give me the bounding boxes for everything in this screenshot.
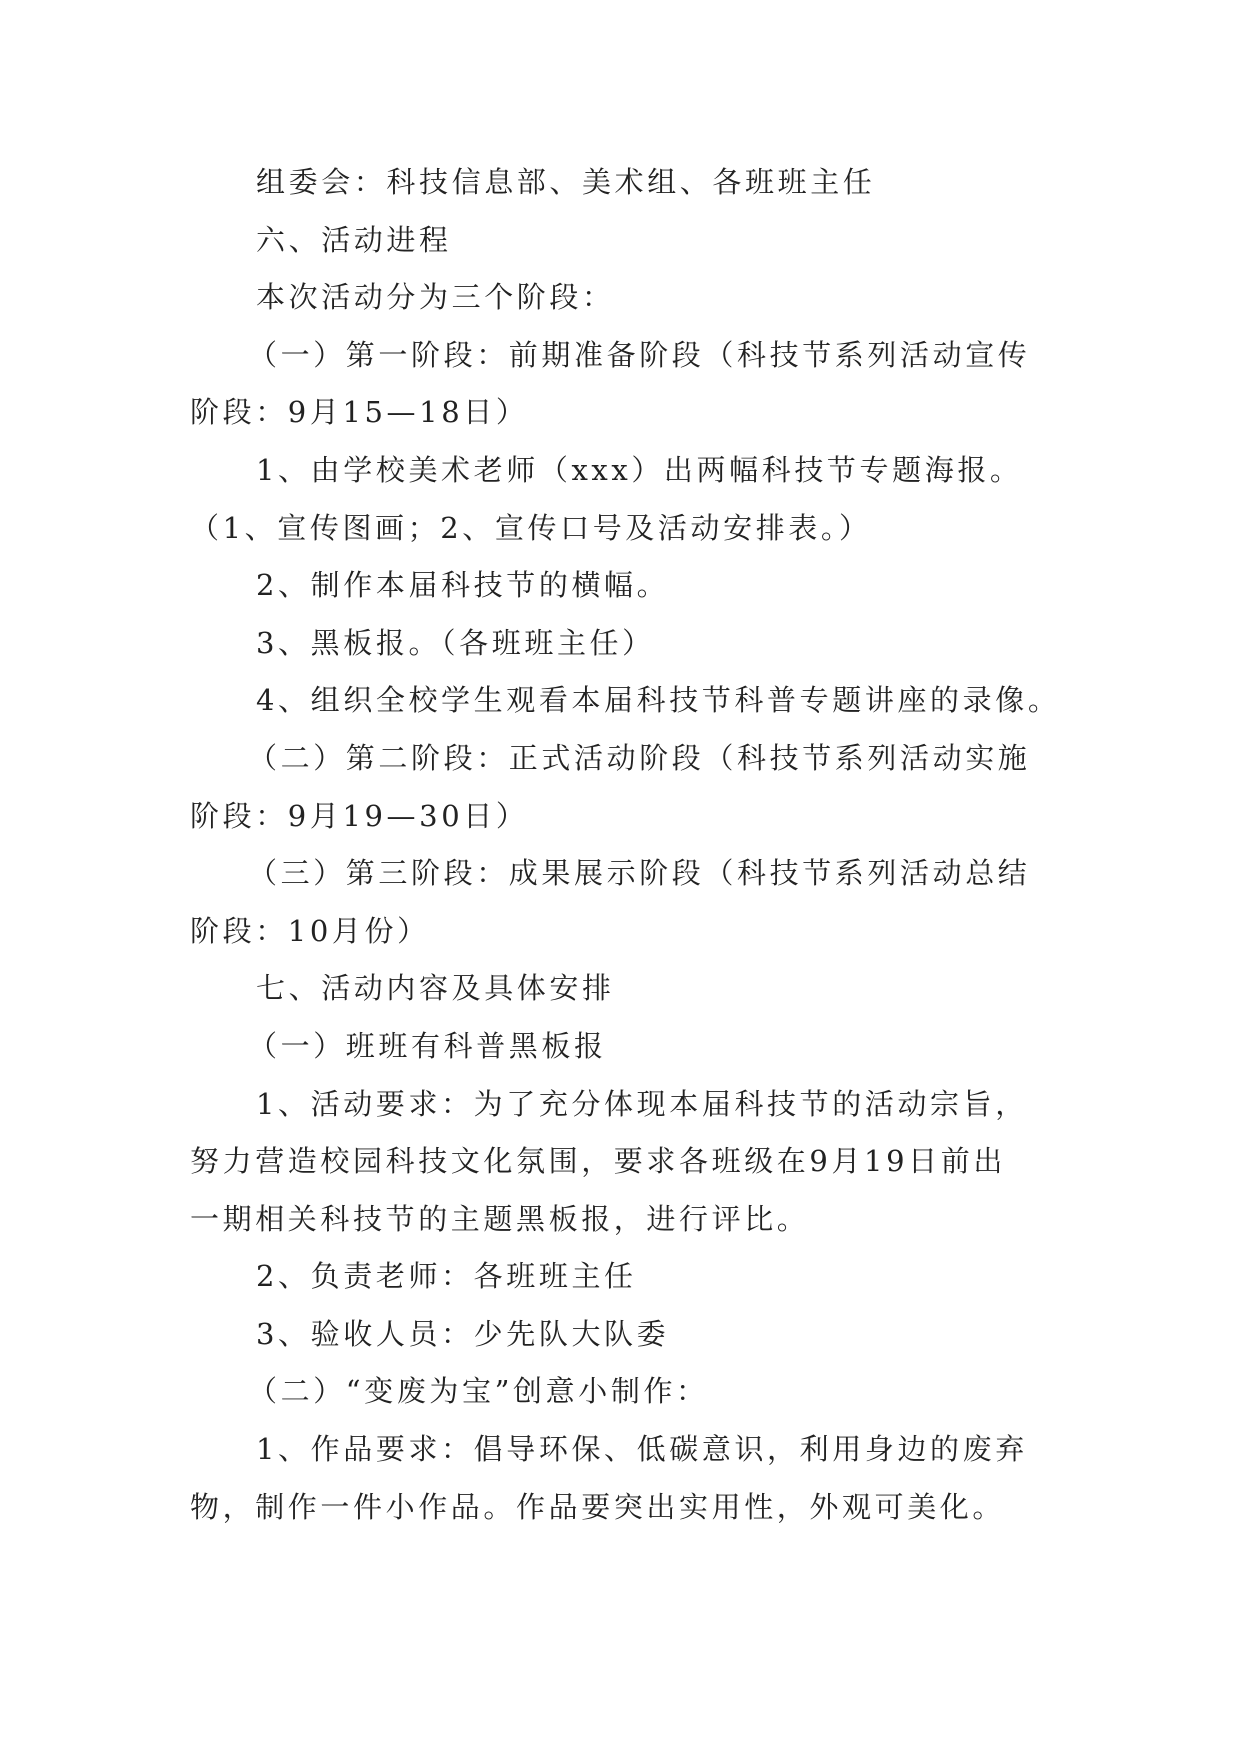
subsection-heading: （二）“变废为宝”创意小制作： (248, 1374, 709, 1409)
list-item: 3、黑板报。（各班班主任） (256, 625, 655, 660)
text-line: 阶段：9月15—18日） (190, 395, 529, 430)
document-body (190, 154, 1070, 1536)
list-item: 4、组织全校学生观看本届科技节科普专题讲座的录像。 (256, 683, 1061, 718)
text-line: 阶段：10月份） (190, 913, 430, 948)
subsection-heading: （三）第三阶段：成果展示阶段（科技节系列活动总结 (248, 856, 1031, 891)
list-item: 2、制作本届科技节的横幅。 (256, 568, 670, 603)
text-line: 物，制作一件小作品。作品要突出实用性，外观可美化。 (190, 1489, 1006, 1524)
text-line: 努力营造校园科技文化氛围，要求各班级在9月19日前出 (190, 1144, 1006, 1179)
subsection-heading: （一）第一阶段：前期准备阶段（科技节系列活动宣传 (248, 337, 1031, 372)
list-item: 1、活动要求：为了充分体现本届科技节的活动宗旨， (256, 1086, 1028, 1121)
subsection-heading: （二）第二阶段：正式活动阶段（科技节系列活动实施 (248, 740, 1031, 775)
text-line: 阶段：9月19—30日） (190, 798, 529, 833)
list-item: 1、由学校美术老师（xxx）出两幅科技节专题海报。 (256, 452, 1023, 487)
section-heading: 六、活动进程 (256, 222, 452, 257)
subsection-heading: （一）班班有科普黑板报 (248, 1028, 607, 1063)
list-item: 2、负责老师：各班班主任 (256, 1259, 637, 1294)
text-line: 组委会：科技信息部、美术组、各班班主任 (256, 165, 876, 199)
section-heading: 七、活动内容及具体安排 (256, 971, 615, 1006)
list-item: 3、验收人员：少先队大队委 (256, 1316, 670, 1351)
list-item: 1、作品要求：倡导环保、低碳意识，利用身边的废弃 (256, 1432, 1028, 1467)
text-line: 一期相关科技节的主题黑板报，进行评比。 (190, 1201, 810, 1236)
text-line: （1、宣传图画；2、宣传口号及活动安排表。） (190, 510, 872, 545)
text-line: 本次活动分为三个阶段： (256, 280, 615, 315)
